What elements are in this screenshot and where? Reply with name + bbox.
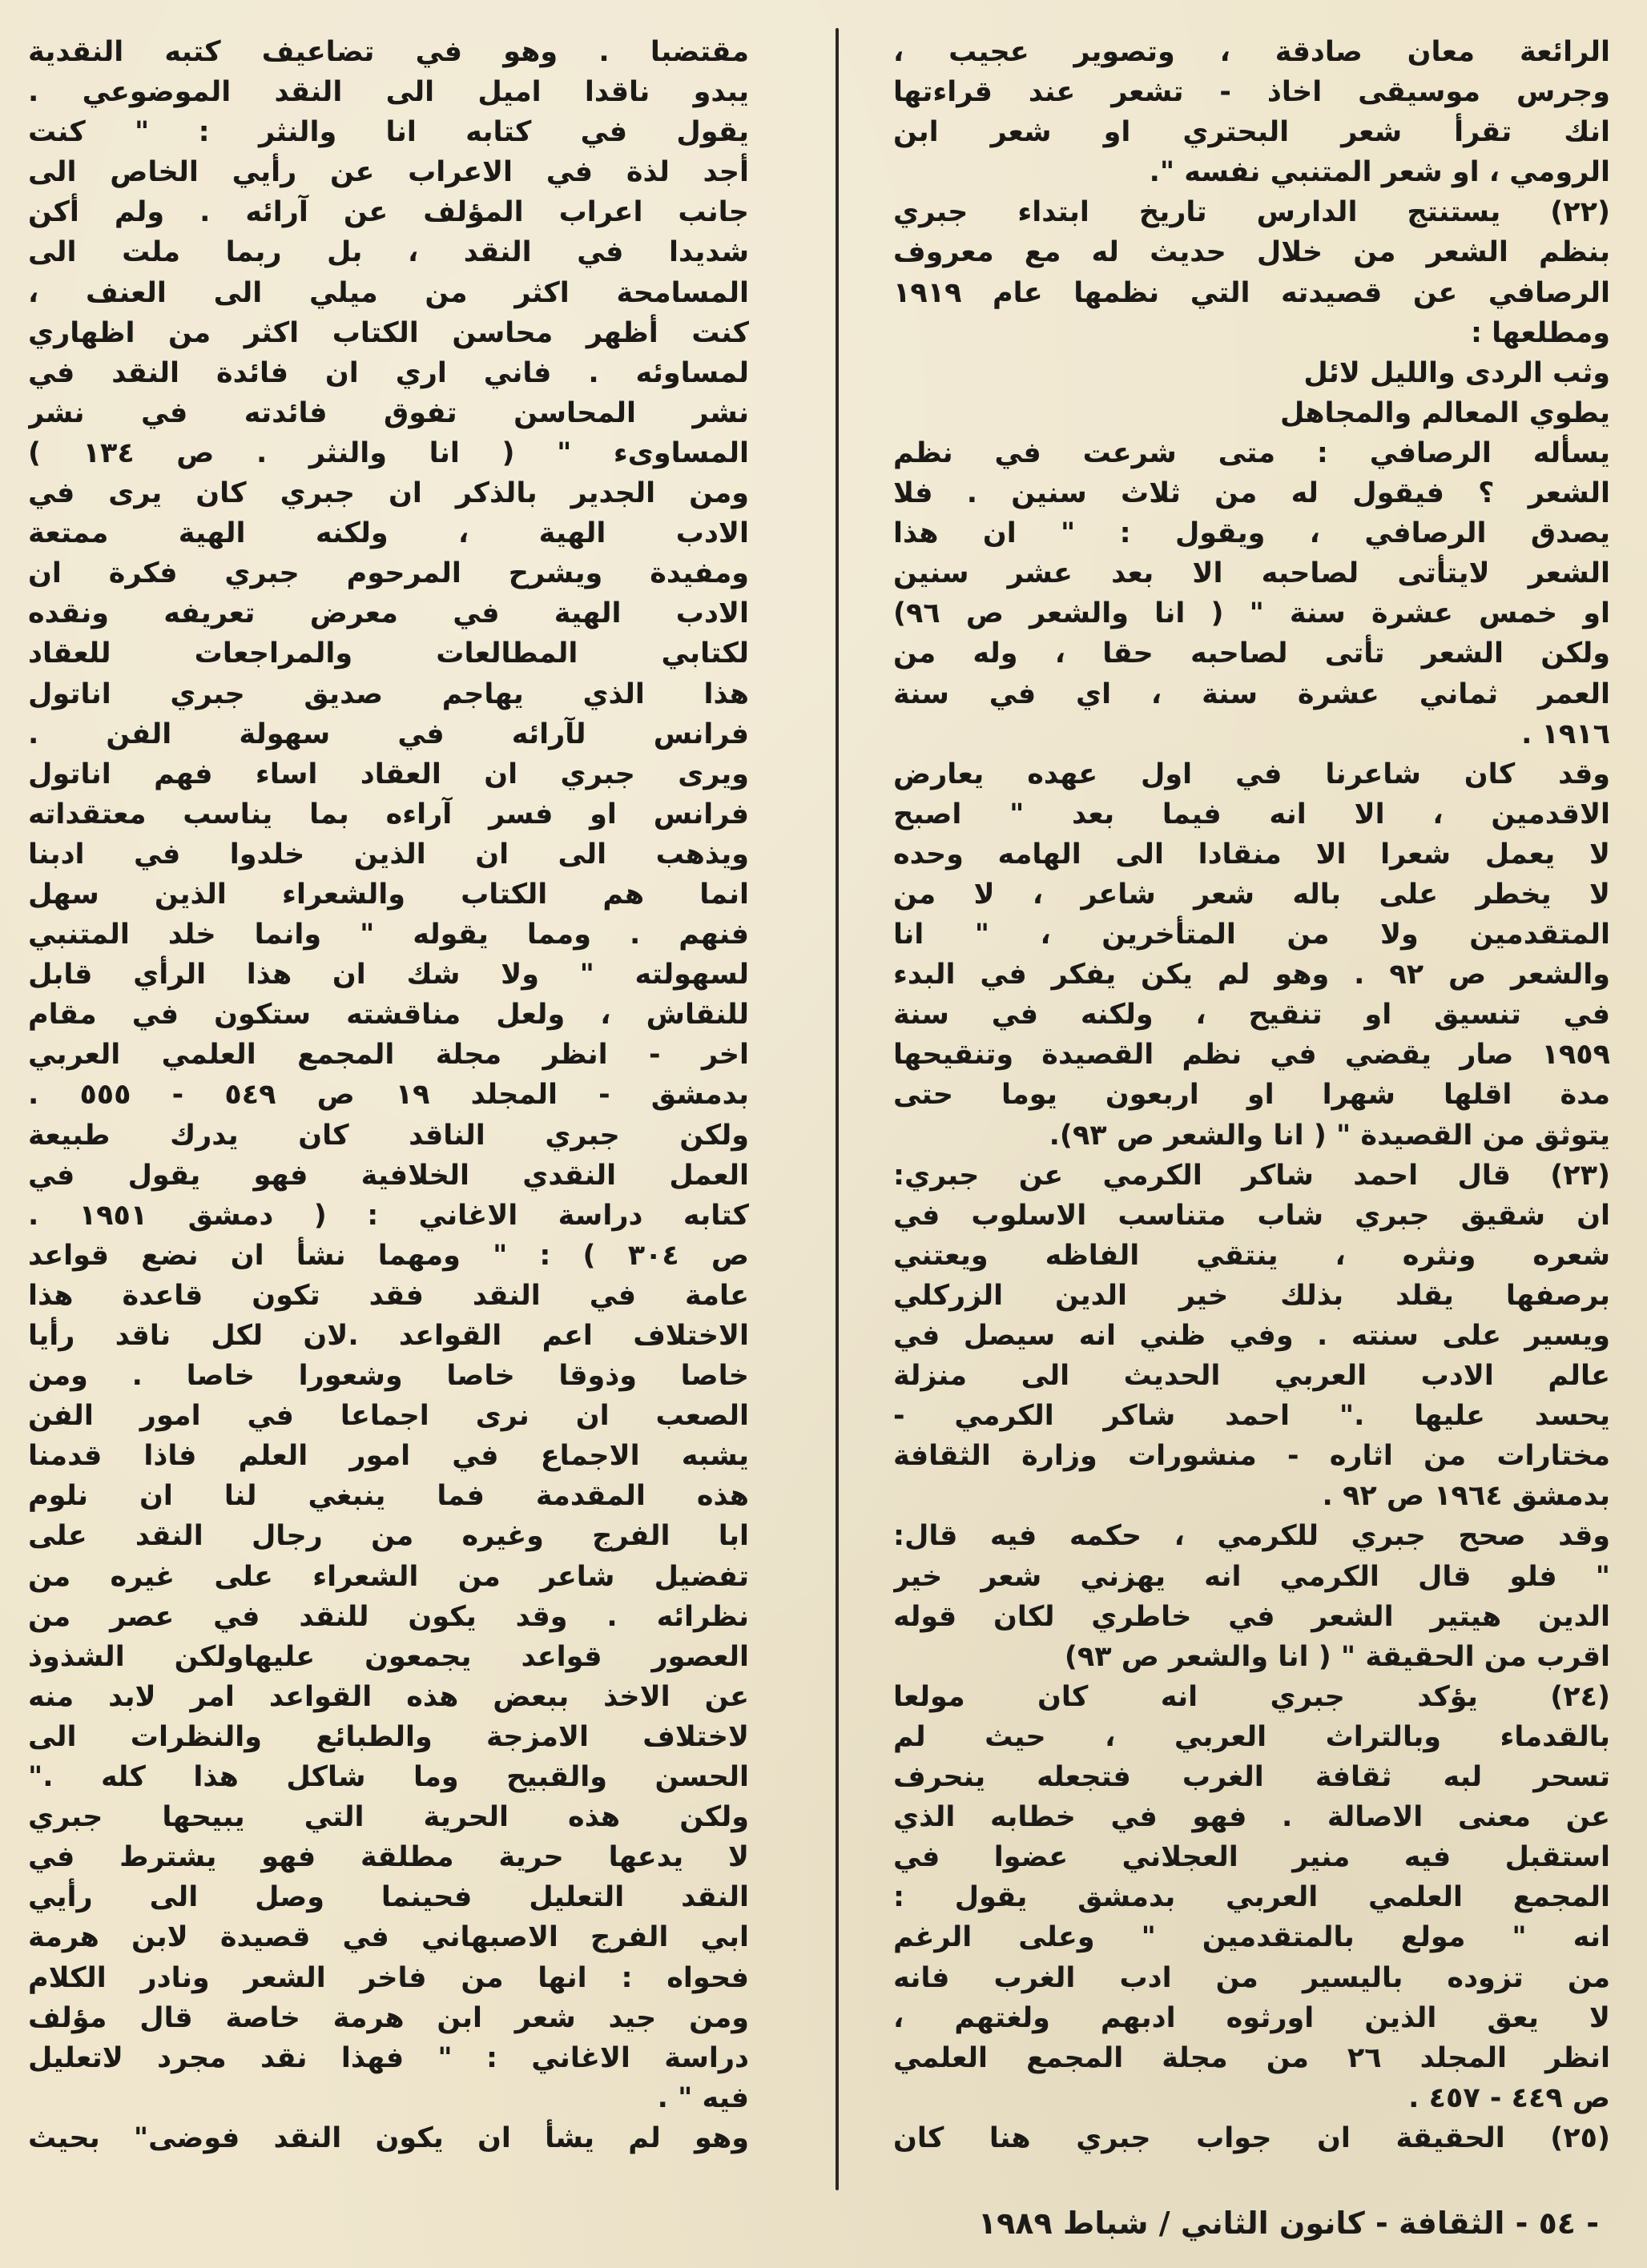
text-line: تسحر لبه ثقافة الغرب فتجعله ينحرف — [893, 1761, 1610, 1794]
text-line: الدين هيتير الشعر في خاطري لكان قوله — [893, 1600, 1610, 1633]
text-line: يبدو ناقدا اميل الى النقد الموضوعي . — [28, 76, 749, 109]
text-line: في تنسيق او تنقيح ، ولكنه في سنة — [893, 999, 1610, 1031]
text-line: كتابه دراسة الاغاني : ( دمشق ١٩٥١ . — [28, 1199, 749, 1232]
text-line: يتوثق من القصيدة " ( انا والشعر ص ٩٣). — [1049, 1119, 1610, 1152]
text-line: كنت أظهر محاسن الكتاب اكثر من اظهاري — [28, 316, 749, 349]
text-line: يحسد عليها ." احمد شاكر الكرمي - — [893, 1400, 1610, 1433]
column-divider-rule — [836, 28, 839, 2190]
text-line: الادب الهية ، ولكنه الهية ممتعة — [28, 517, 749, 550]
text-line: مقتضبا . وهو في تضاعيف كتبه النقدية — [28, 36, 749, 68]
text-line: وهو لم يشأ ان يكون النقد فوضى" بحيث — [28, 2121, 749, 2154]
text-line: لا يخطر على باله شعر شاعر ، لا من — [893, 878, 1610, 911]
text-line: الاختلاف اعم القواعد .لان لكل ناقد رأيا — [28, 1320, 749, 1352]
text-line: الشعر لايتأتى لصاحبه الا بعد عشر سنين — [893, 557, 1610, 590]
text-line: من تزوده باليسير من ادب الغرب فانه — [893, 1961, 1610, 1994]
text-line: فيه " . — [657, 2081, 749, 2114]
text-line: ص ٣٠٤ ) : " ومهما نشأ ان نضع قواعد — [28, 1239, 749, 1272]
text-line: ولكن الشعر تأتى لصاحبه حقا ، وله من — [893, 637, 1610, 670]
text-line: هذا الذي يهاجم صديق جبري اناتول — [28, 678, 749, 710]
text-line: فنهم . ومما يقوله " وانما خلد المتنبي — [28, 919, 749, 951]
text-line: لسهولته " ولا شك ان هذا الرأي قابل — [28, 959, 749, 991]
text-line: هذه المقدمة فما ينبغي لنا ان نلوم — [28, 1480, 749, 1513]
text-line: ان شقيق جبري شاب متناسب الاسلوب في — [893, 1199, 1610, 1232]
text-line: الرصافي عن قصيدته التي نظمها عام ١٩١٩ — [893, 276, 1610, 309]
text-line: عامة في النقد فقد تكون قاعدة هذا — [28, 1279, 749, 1312]
text-line: الرومي ، او شعر المتنبي نفسه ". — [1149, 156, 1610, 189]
text-line: " فلو قال الكرمي انه يهزني شعر خير — [893, 1560, 1610, 1593]
text-line: ولكن هذه الحرية التي يبيحها جبري — [28, 1801, 749, 1834]
text-line: برصفها يقلد بذلك خير الدين الزركلي — [893, 1279, 1610, 1312]
text-line: نشر المحاسن تفوق فائدته في نشر — [28, 396, 749, 429]
text-line: النقد التعليل فحينما وصل الى رأيي — [28, 1881, 749, 1914]
text-line: انظر المجلد ٢٦ من مجلة المجمع العلمي — [893, 2041, 1610, 2074]
text-line: وثب الردى والليل لائل — [1303, 356, 1610, 389]
text-line: المجمع العلمي العربي بدمشق يقول : — [893, 1881, 1610, 1914]
text-line: الاقدمين ، الا انه فيما بعد " اصبح — [893, 798, 1610, 830]
text-line: شديدا في النقد ، بل ربما ملت الى — [28, 236, 749, 269]
text-line: ومطلعها : — [1471, 316, 1610, 349]
text-line: مدة اقلها شهرا او اربعون يوما حتى — [893, 1079, 1610, 1112]
text-line: ١٩٥٩ صار يقضي في نظم القصيدة وتنقيحها — [893, 1039, 1610, 1072]
text-line: ولكن جبري الناقد كان يدرك طبيعة — [28, 1119, 749, 1152]
text-line: العمر ثماني عشرة سنة ، اي في سنة — [893, 678, 1610, 710]
text-line: بدمشق ١٩٦٤ ص ٩٢ . — [1322, 1480, 1610, 1513]
text-line: الرائعة معان صادقة ، وتصوير عجيب ، — [893, 36, 1610, 68]
text-line: (٢٣) قال احمد شاكر الكرمي عن جبري: — [893, 1159, 1610, 1192]
text-line: بنظم الشعر من خلال حديث له مع معروف — [893, 236, 1610, 269]
text-line: الشعر ؟ فيقول له من ثلاث سنين . فلا — [893, 477, 1610, 510]
text-line: اقرب من الحقيقة " ( انا والشعر ص ٩٣) — [1064, 1640, 1610, 1673]
text-line: وقد كان شاعرنا في اول عهده يعارض — [893, 758, 1610, 790]
text-line: يشبه الاجماع في امور العلم فاذا قدمنا — [28, 1440, 749, 1473]
text-line: فرانس لآرائه في سهولة الفن . — [28, 718, 749, 750]
text-line: المسامحة اكثر من ميلي الى العنف ، — [28, 276, 749, 309]
text-line: المتقدمين ولا من المتأخرين ، " انا — [893, 919, 1610, 951]
text-line: شعره ونثره ، ينتقي الفاظه ويعتني — [893, 1239, 1610, 1272]
text-line: تفضيل شاعر من الشعراء على غيره من — [28, 1560, 749, 1593]
text-line: او خمس عشرة سنة " ( انا والشعر ص ٩٦) — [893, 597, 1610, 630]
text-line: العصور قواعد يجمعون عليهاولكن الشذوذ — [28, 1640, 749, 1673]
text-line: ومن جيد شعر ابن هرمة خاصة قال مؤلف — [28, 2001, 749, 2034]
text-line: العمل النقدي الخلافية فهو يقول في — [28, 1159, 749, 1192]
text-line: بالقدماء وبالتراث العربي ، حيث لم — [893, 1720, 1610, 1753]
text-line: ص ٤٤٩ - ٤٥٧ . — [1408, 2081, 1610, 2114]
text-line: يقول في كتابه انا والنثر : " كنت — [28, 116, 749, 149]
text-line: أجد لذة في الاعراب عن رأيي الخاص الى — [28, 156, 749, 189]
page-footer: - ٥٤ - الثقافة - كانون الثاني / شباط ١٩٨٩ — [977, 2206, 1599, 2241]
text-line: لاختلاف الامزجة والطبائع والنظرات الى — [28, 1720, 749, 1753]
text-line: المساوىء " ( انا والنثر . ص ١٣٤ ) — [28, 436, 749, 469]
text-line: مختارات من اثاره - منشورات وزارة الثقافة — [893, 1440, 1610, 1473]
text-line: انما هم الكتاب والشعراء الذين سهل — [28, 878, 749, 911]
text-line: انه " مولع بالمتقدمين " وعلى الرغم — [893, 1921, 1610, 1954]
text-line: ويذهب الى ان الذين خلدوا في ادبنا — [28, 838, 749, 871]
text-line: الحسن والقبيح وما شاكل هذا كله ." — [28, 1761, 749, 1794]
text-line: لا يعق الذين اورثوه ادبهم ولغتهم ، — [893, 2001, 1610, 2034]
text-line: دراسة الاغاني : " فهذا نقد مجرد لاتعليل — [28, 2041, 749, 2074]
text-line: (٢٥) الحقيقة ان جواب جبري هنا كان — [893, 2121, 1610, 2154]
text-line: يصدق الرصافي ، ويقول : " ان هذا — [893, 517, 1610, 550]
text-line: ومن الجدير بالذكر ان جبري كان يرى في — [28, 477, 749, 510]
text-line: فحواه : انها من فاخر الشعر ونادر الكلام — [28, 1961, 749, 1994]
text-line: يسأله الرصافي : متى شرعت في نظم — [893, 436, 1610, 469]
text-line: وقد صحح جبري للكرمي ، حكمه فيه قال: — [893, 1520, 1610, 1553]
text-line: الصعب ان نرى اجماعا في امور الفن — [28, 1400, 749, 1433]
text-line: عالم الادب العربي الحديث الى منزلة — [893, 1360, 1610, 1393]
text-line: الادب الهية في معرض تعريفه ونقده — [28, 597, 749, 630]
text-line: ١٩١٦ . — [1521, 718, 1610, 750]
text-line: يطوي المعالم والمجاهل — [1280, 396, 1610, 429]
text-line: استقبل فيه منير العجلاني عضوا في — [893, 1841, 1610, 1874]
text-line: لمساوئه . فاني اري ان فائدة النقد في — [28, 356, 749, 389]
text-line: عن معنى الاصالة . فهو في خطابه الذي — [893, 1801, 1610, 1834]
text-line: لا يدعها حرية مطلقة فهو يشترط في — [28, 1841, 749, 1874]
text-line: بدمشق - المجلد ١٩ ص ٥٤٩ - ٥٥٥ . — [28, 1079, 749, 1112]
text-line: للنقاش ، ولعل مناقشته ستكون في مقام — [28, 999, 749, 1031]
left-text-column — [28, 32, 749, 2178]
text-line: خاصا وذوقا خاصا وشعورا خاصا . ومن — [28, 1360, 749, 1393]
text-line: ويرى جبري ان العقاد اساء فهم اناتول — [28, 758, 749, 790]
text-line: جانب اعراب المؤلف عن آرائه . ولم أكن — [28, 196, 749, 229]
text-line: ابي الفرج الاصبهاني في قصيدة لابن هرمة — [28, 1921, 749, 1954]
text-line: ويسير على سنته . وفي ظني انه سيصل في — [893, 1320, 1610, 1352]
text-line: انك تقرأ شعر البحتري او شعر ابن — [893, 116, 1610, 149]
text-line: ومفيدة ويشرح المرحوم جبري فكرة ان — [28, 557, 749, 590]
text-line: عن الاخذ ببعض هذه القواعد امر لابد منه — [28, 1680, 749, 1713]
text-line: وجرس موسيقى اخاذ - تشعر عند قراءتها — [893, 76, 1610, 109]
text-line: فرانس او فسر آراءه بما يناسب معتقداته — [28, 798, 749, 830]
text-line: لا يعمل شعرا الا منقادا الى الهامه وحده — [893, 838, 1610, 871]
right-text-column — [893, 32, 1610, 2178]
text-line: نظرائه . وقد يكون للنقد في عصر من — [28, 1600, 749, 1633]
text-line: اخر - انظر مجلة المجمع العلمي العربي — [28, 1039, 749, 1072]
text-line: لكتابي المطالعات والمراجعات للعقاد — [28, 637, 749, 670]
text-line: ابا الفرج وغيره من رجال النقد على — [28, 1520, 749, 1553]
text-line: (٢٢) يستنتج الدارس تاريخ ابتداء جبري — [893, 196, 1610, 229]
text-line: والشعر ص ٩٢ . وهو لم يكن يفكر في البدء — [893, 959, 1610, 991]
text-line: (٢٤) يؤكد جبري انه كان مولعا — [893, 1680, 1610, 1713]
